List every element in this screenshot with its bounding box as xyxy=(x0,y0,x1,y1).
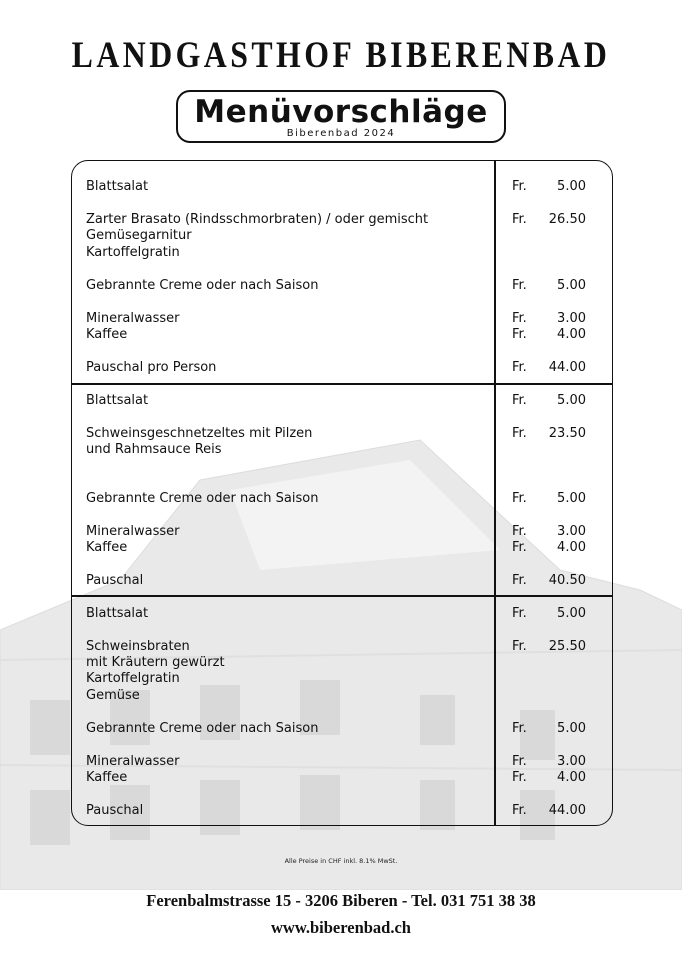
menu2-item6-price: 40.50 xyxy=(548,573,586,588)
menu2-item4-name: Mineralwasser xyxy=(86,524,180,539)
menu3-item3-name: Gebrannte Creme oder nach Saison xyxy=(86,721,319,736)
badge-title: Menüvorschläge xyxy=(194,94,488,130)
menu3-item4-price: 3.00 xyxy=(557,754,586,769)
menu1-item3-name: Gebrannte Creme oder nach Saison xyxy=(86,278,319,293)
menu2-item1-price: 5.00 xyxy=(557,393,586,408)
menu3-item6-price: 44.00 xyxy=(548,803,586,818)
menu3-item4-currency: Fr. xyxy=(512,754,527,769)
menu1-item3-currency: Fr. xyxy=(512,278,527,293)
menu1-item2-line2: Gemüsegarnitur xyxy=(86,228,192,243)
menu3-item1-price: 5.00 xyxy=(557,606,586,621)
menu-divider-2 xyxy=(72,595,612,597)
menu3-item2-price: 25.50 xyxy=(548,639,586,654)
menu3-item4-name: Mineralwasser xyxy=(86,754,180,769)
menu3-item5-name: Kaffee xyxy=(86,770,128,785)
menu1-item1-price: 5.00 xyxy=(557,179,586,194)
menu-badge xyxy=(176,90,506,143)
menu1-item6-currency: Fr. xyxy=(512,360,527,375)
menu3-item2-name: Schweinsbraten xyxy=(86,639,190,654)
menu1-item2-price: 26.50 xyxy=(548,212,586,227)
menu1-item2-currency: Fr. xyxy=(512,212,527,227)
menu1-item5-name: Kaffee xyxy=(86,327,128,342)
menu3-item2-line2: mit Kräutern gewürzt xyxy=(86,655,225,670)
menu3-item6-currency: Fr. xyxy=(512,803,527,818)
badge-subtitle: Biberenbad 2024 xyxy=(286,128,396,139)
menu2-item2-name: Schweinsgeschnetzeltes mit Pilzen xyxy=(86,426,313,441)
menu-table xyxy=(71,160,613,826)
menu3-item1-currency: Fr. xyxy=(512,606,527,621)
menu3-item2-line4: Gemüse xyxy=(86,688,140,703)
menu3-item5-currency: Fr. xyxy=(512,770,527,785)
menu1-item5-price: 4.00 xyxy=(557,327,586,342)
menu3-item1-name: Blattsalat xyxy=(86,606,149,621)
menu2-item4-price: 3.00 xyxy=(557,524,586,539)
menu3-item3-price: 5.00 xyxy=(557,721,586,736)
menu1-item6-price: 44.00 xyxy=(548,360,586,375)
menu1-item2-line3: Kartoffelgratin xyxy=(86,245,180,260)
footer-address: Ferenbalmstrasse 15 - 3206 Biberen - Tel. 031 751 38 38 xyxy=(146,891,536,910)
menu2-item1-name: Blattsalat xyxy=(86,393,149,408)
restaurant-name-title: LANDGASTHOF BIBERENBAD xyxy=(71,35,611,76)
menu2-item5-currency: Fr. xyxy=(512,540,527,555)
menu2-item5-name: Kaffee xyxy=(86,540,128,555)
footer-website[interactable]: www.biberenbad.ch xyxy=(271,918,411,937)
menu3-item5-price: 4.00 xyxy=(557,770,586,785)
menu2-item3-price: 5.00 xyxy=(557,491,586,506)
menu2-item2-line2: und Rahmsauce Reis xyxy=(86,442,222,457)
menu1-item4-currency: Fr. xyxy=(512,311,527,326)
menu1-item5-currency: Fr. xyxy=(512,327,527,342)
menu2-item4-currency: Fr. xyxy=(512,524,527,539)
menu2-item2-price: 23.50 xyxy=(548,426,586,441)
menu1-item1-currency: Fr. xyxy=(512,179,527,194)
menu1-item4-name: Mineralwasser xyxy=(86,311,180,326)
menu3-item6-name: Pauschal xyxy=(86,803,144,818)
column-divider xyxy=(494,161,496,825)
menu2-item5-price: 4.00 xyxy=(557,540,586,555)
menu3-item3-currency: Fr. xyxy=(512,721,527,736)
menu2-item3-name: Gebrannte Creme oder nach Saison xyxy=(86,491,319,506)
menu1-item4-price: 3.00 xyxy=(557,311,586,326)
menu3-item2-currency: Fr. xyxy=(512,639,527,654)
price-footnote: Alle Preise in CHF inkl. 8.1% MwSt. xyxy=(284,857,398,865)
menu1-item2-name: Zarter Brasato (Rindsschmorbraten) / oder gemischt xyxy=(86,212,429,227)
menu1-item1-name: Blattsalat xyxy=(86,179,149,194)
menu2-item1-currency: Fr. xyxy=(512,393,527,408)
menu2-item3-currency: Fr. xyxy=(512,491,527,506)
menu1-item6-name: Pauschal pro Person xyxy=(86,360,217,375)
menu3-item2-line3: Kartoffelgratin xyxy=(86,671,180,686)
menu1-item3-price: 5.00 xyxy=(557,278,586,293)
menu2-item6-currency: Fr. xyxy=(512,573,527,588)
menu-divider-1 xyxy=(72,383,612,385)
menu2-item2-currency: Fr. xyxy=(512,426,527,441)
menu2-item6-name: Pauschal xyxy=(86,573,144,588)
